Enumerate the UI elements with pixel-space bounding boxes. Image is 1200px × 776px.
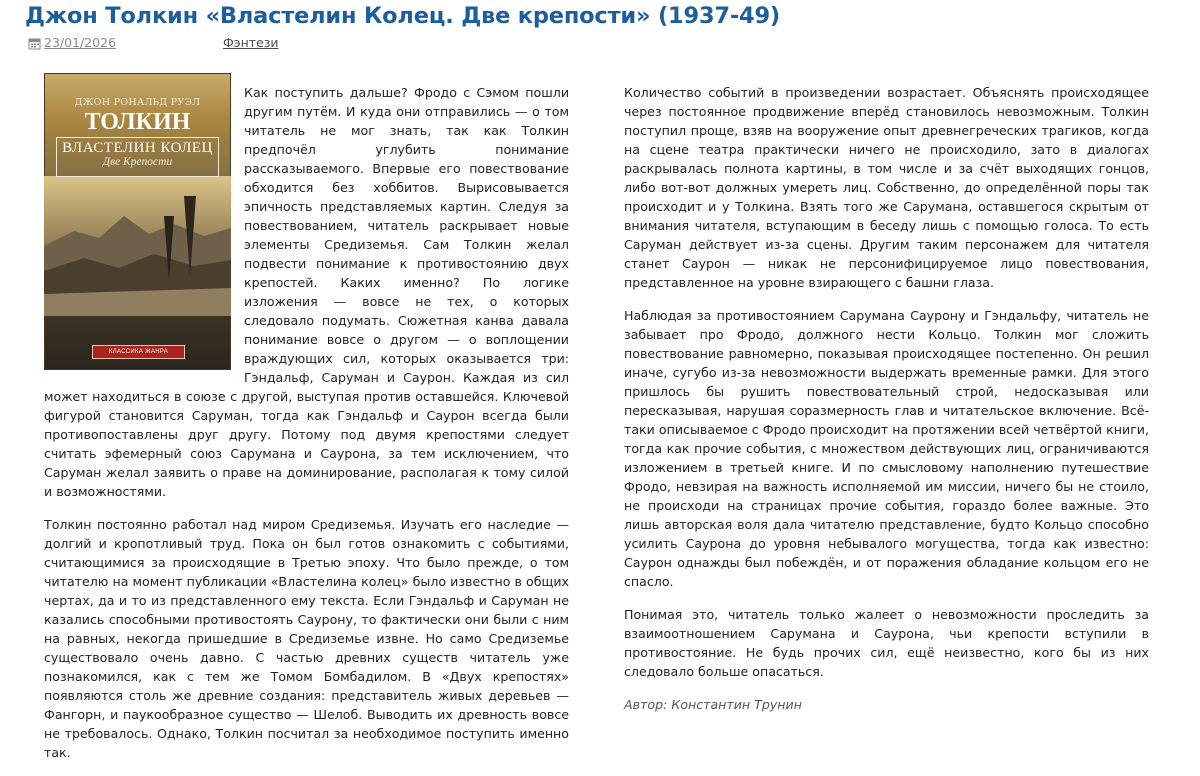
cover-subtitle: Две Крепости [102,156,173,168]
cover-landscape [44,176,231,316]
cover-title: ВЛАСТЕЛИН КОЛЕЦ [62,140,213,156]
post-meta [28,34,279,55]
article-right-column [624,83,1149,714]
paragraph: Понимая это, читатель только жалеет о невозможности проследить за взаимоотношением Сарумана и Саурона, чьи крепости вступили в противостояние. Не будь прочих сил, ещё неизвестно, кого бы из них следовало больше опасаться. [624,607,1149,679]
calendar-icon [28,37,41,50]
paragraph: Наблюдая за противостоянием Сарумана Саурону и Гэндальфу, читатель не забывает про Фродо, должного нести Кольцо. Толкин мог сложить повествование равномерно, показывая происходящее постепенно. Он решил иначе, сугубо из-за невозможности выдержать временные рамки. Для этого пришлось бы рушить повествовательный строй, недосказывая или пересказывая, нарушая соразмерность глав и читательское включение. Всё-таки описываемое с Фродо происходит на протяжении всей четвёртой книги, тогда как прочие события, с множеством действующих лиц, ограничиваются изложением в третьей книге. И по смысловому наполнению путешествие Фродо, невзирая на важность исполняемой им миссии, ничего бы не стоило, не происходи на страницах прочие события, гораздо более важные. Это лишь авторская воля дала читателю представление, будто Кольцо способно усилить Саурона до уровня небывалого могущества, тогда как известно: Саурон однажды был побеждён, и от поражения обладание кольцом его не спасло. [624,308,1149,589]
page-title: Джон Толкин «Властелин Колец. Две крепости» (1937-49) [25,3,780,29]
cover-author: ДЖОН РОНАЛЬД РУЭЛ [74,97,201,108]
book-cover-image [44,73,231,370]
cover-surname: ТОЛКИН [84,109,191,135]
paragraph: Как поступить дальше? Фродо с Сэмом пошли другим путём. И куда они отправились — о том читатель не мог знать, так как Толкин предпочёл углубить понимание рассказываемого. Впервые его повествование обходится без хоббитов. Вырисовывается эпичность представляемых картин. Следуя за повествованием, читатель раскрывает новые элементы Средиземья. Сам Толкин желал подвести понимание к противостоянию двух крепостей. Каких именно? По логике изложения — вовсе не тех, о которых следовало подумать. Сюжетная канва давала понимание вовсе о другом — о воплощении враждующих сил, которых оказывается три: Гэндальф, Саруман и Саурон. Каждая из сил может находиться в союзе с другой, выступая против оставшейся. Ключевой фигурой становится Саруман, тогда как Гэндальф и Саурон всегда были противопоставлены друг другу. Потому под двумя крепостями следует считать эфемерный союз Сарумана и Саурона, за тем исключением, что Саруман желал заявить о праве на доминирование, располагая к тому силой и возможностями. [44,85,569,499]
cover-series-label: КЛАССИКА ЖАНРА [92,345,185,359]
paragraph: Толкин постоянно работал над миром Средиземья. Изучать его наследие — долгий и кропотливый труд. Пока он был готов ознакомить с событиями, считающимися за происходящие в Третью эпоху. Что было прежде, о том читателю на момент публикации «Властелина колец» было известно в общих чертах, да и то из представленного ему текста. Если Гэндальф и Саруман не казались способными противостоять Саурону, то фактически они были с ним на равных, некогда пришедшие в Средиземье извне. Но само Средиземье существовало очень давно. С частью древних существ читатель уже познакомился, как с тем же Томом Бомбадилом. В «Двух крепостях» появляются столь же древние создания: представитель живых деревьев — Фангорн, и паукообразное существо — Шелоб. Выводить их древность вовсе не требовалось. Однако, Толкин посчитал за необходимое поступить именно так. [44,517,569,760]
author-credit: Автор: Константин Трунин [624,697,802,712]
article-left-column [44,83,569,776]
cover-title-box [56,137,219,177]
post-date [28,34,116,52]
paragraph: Количество событий в произведении возрастает. Объяснять происходящее через постоянное продвижение вперёд становилось невозможным. Толкин поступил проще, взяв на вооружение опыт древнегреческих трагиков, когда на сцене театра практически ничего не происходило, зато в диалогах раскрывалась полнота картины, в том числе и за счёт выходящих гонцов, либо вот-вот должных умереть лиц. Собственно, до определённой поры так происходит и у Толкина. Взять того же Сарумана, оставшегося скрытым от внимания читателя, вступающим в беседу лишь с помощью голоса. То есть Саруман действует из-за сцены. Другим таким персонажем для читателя станет Саурон — никак не персонифицируемое лицо повествования, представленное на уровне взирающего с башни глаза. [624,85,1149,290]
category-link[interactable]: Фэнтези [223,35,279,50]
post-date-text: 23/01/2026 [44,35,117,50]
